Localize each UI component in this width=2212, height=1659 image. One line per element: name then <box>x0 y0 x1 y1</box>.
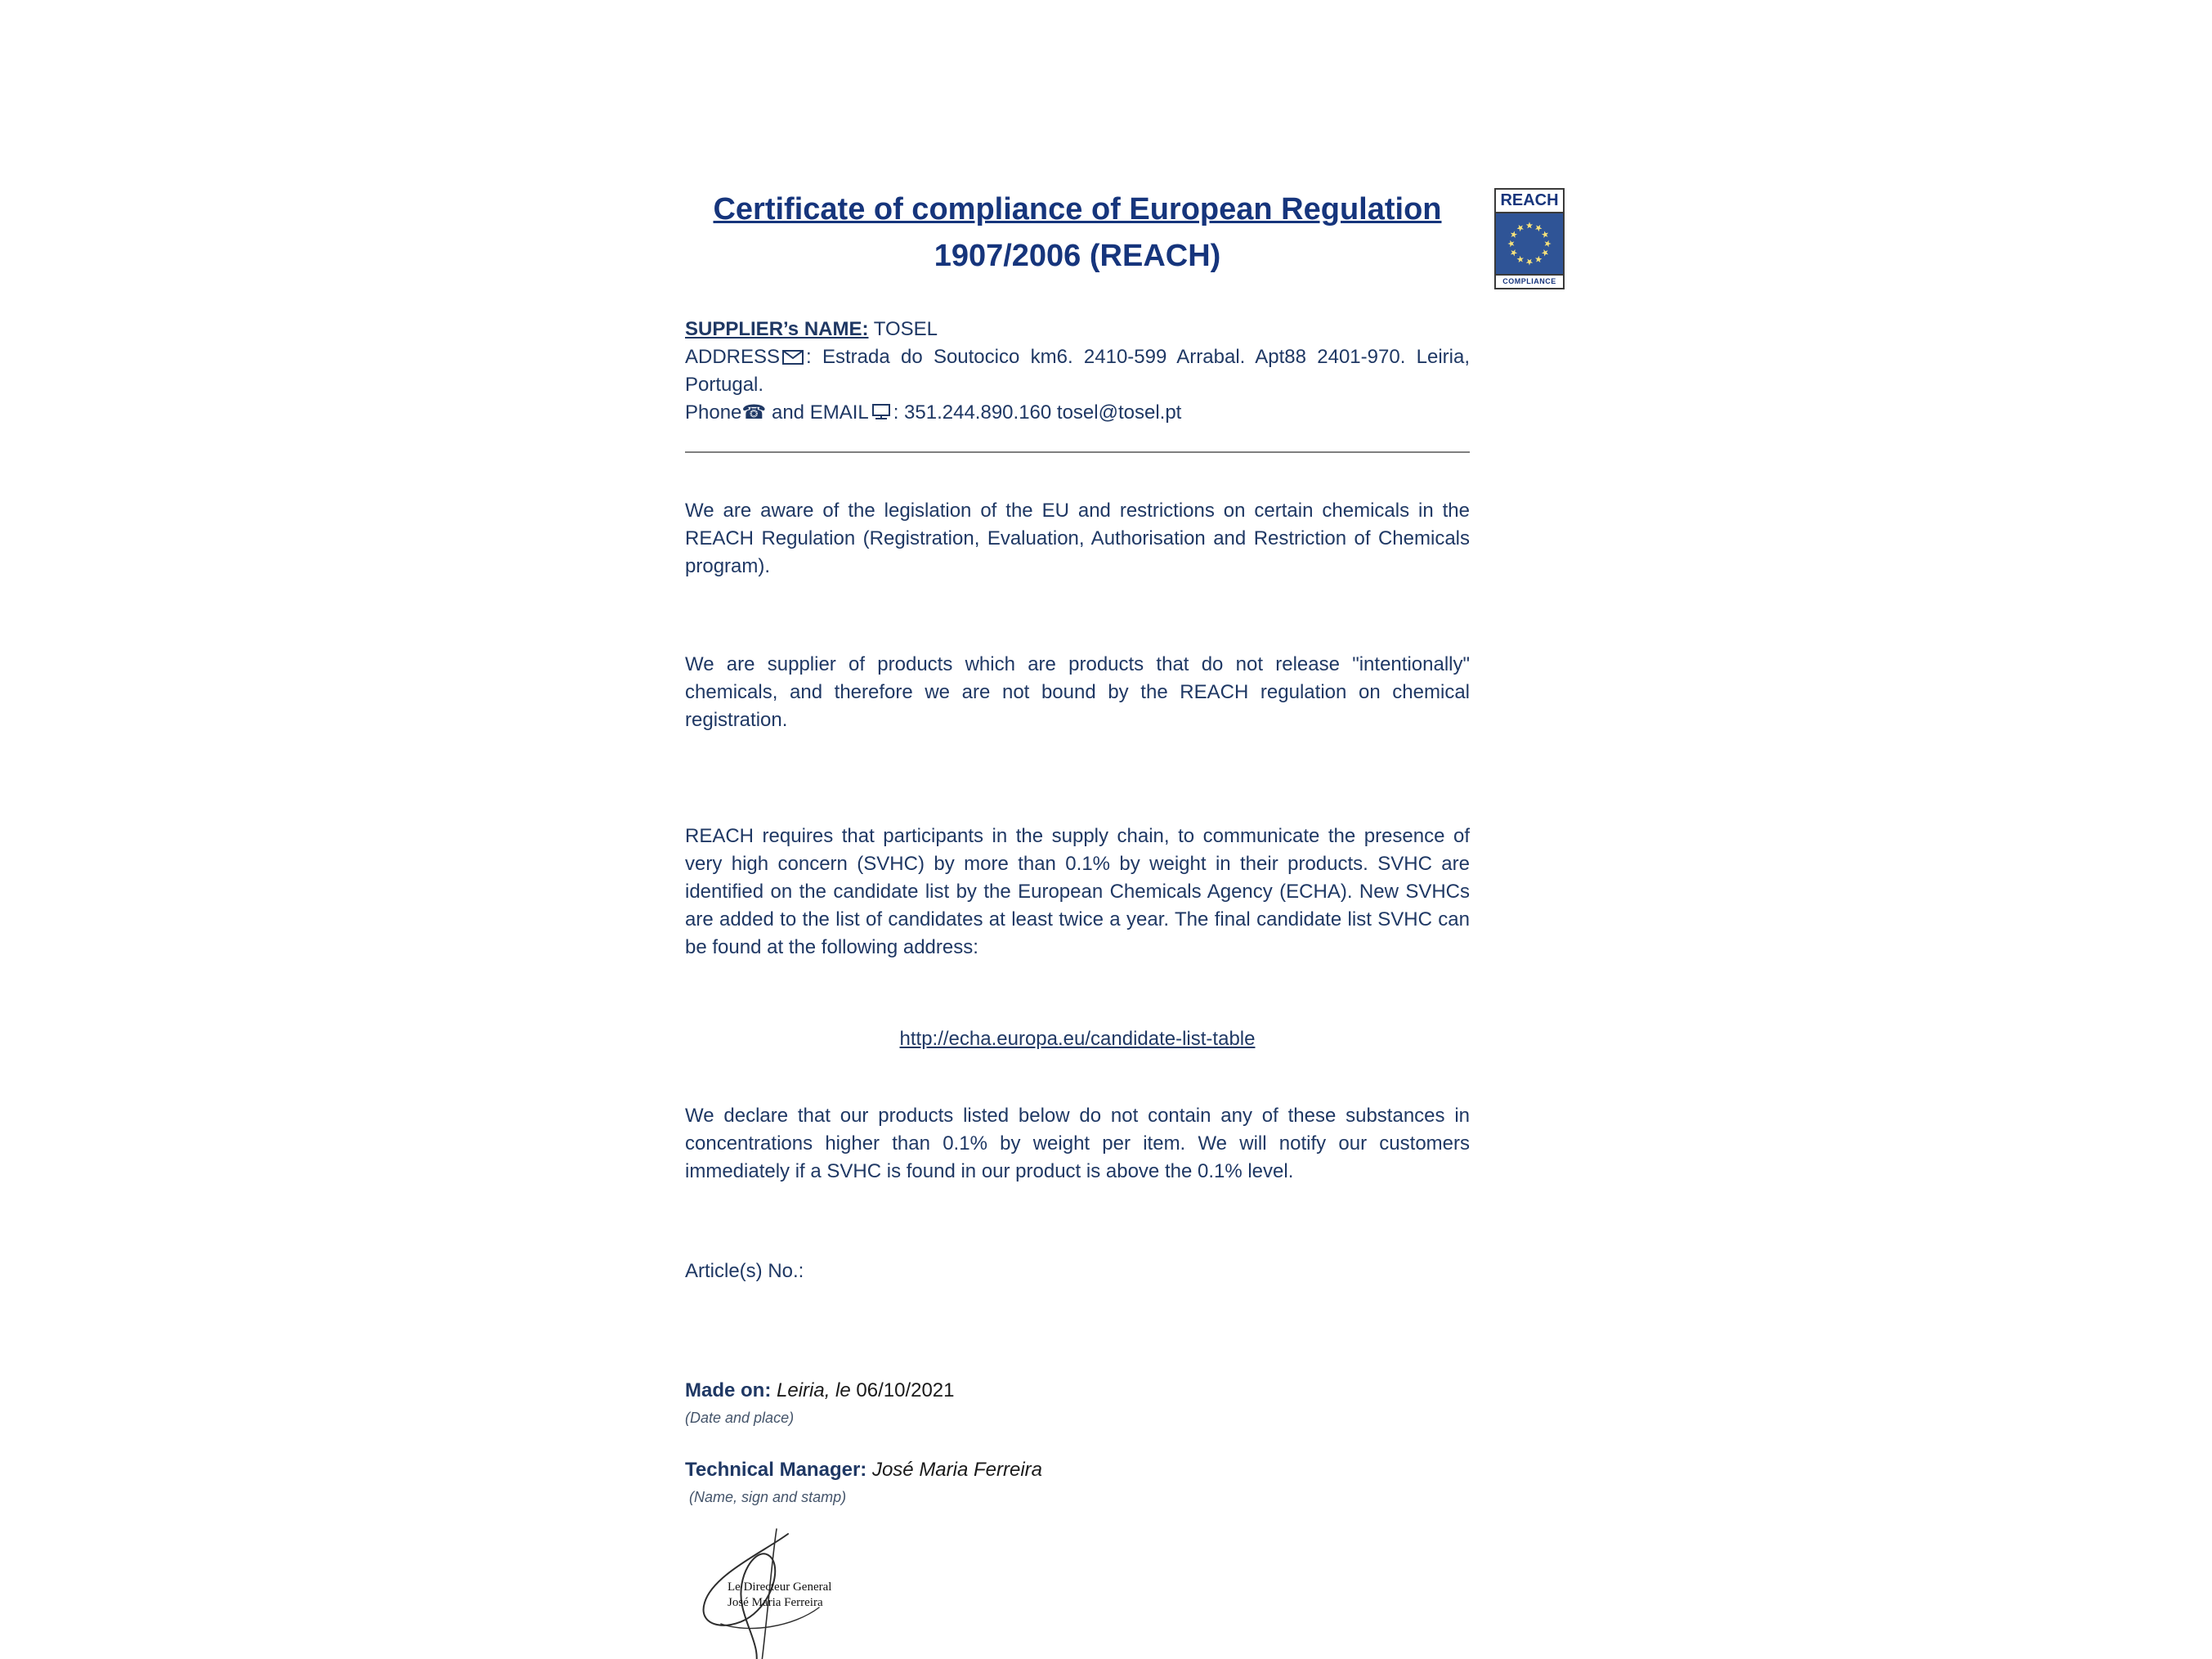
signature-title: Le Directeur General <box>728 1581 832 1594</box>
technical-manager-label: Technical Manager: <box>685 1459 867 1481</box>
eu-stars-icon <box>1496 213 1563 274</box>
document-title <box>685 186 1470 280</box>
reach-compliance-logo <box>1494 188 1565 289</box>
made-on-date: 06/10/2021 <box>850 1379 955 1401</box>
made-on-label: Made on: <box>685 1379 772 1401</box>
supplier-address-line <box>685 343 1470 399</box>
phone-label: Phone <box>685 401 742 424</box>
made-on-line <box>685 1377 1470 1405</box>
supplier-name-label: SUPPLIER’s NAME: <box>685 318 869 340</box>
separator-line <box>685 451 1470 453</box>
supplier-contact-line <box>685 399 1470 427</box>
made-on-place: Leiria, le <box>771 1379 851 1401</box>
address-label: ADDRESS <box>685 346 781 368</box>
candidate-list-link-line <box>685 1025 1470 1053</box>
technical-manager-line <box>685 1456 1470 1484</box>
document-title-line1: Certificate of compliance of European Regulation <box>713 192 1442 226</box>
document-content <box>685 186 1470 1659</box>
signature-block <box>690 1527 870 1659</box>
contact-value: : 351.244.890.160 tosel@tosel.pt <box>893 401 1182 424</box>
signature-text <box>728 1580 831 1611</box>
address-value: : Estrada do Soutocico km6. 2410-599 Arrabal. Apt88 2401-970. Leiria, Portugal. <box>685 346 1470 396</box>
email-label: and EMAIL <box>766 401 869 424</box>
supplier-name-line <box>685 316 1470 343</box>
document-title-line2: 1907/2006 (REACH) <box>934 239 1221 273</box>
paragraph-awareness: We are aware of the legislation of the EU and restrictions on certain chemicals in the REACH Regulation (Registration, Evaluation, Authorisation and Restriction of Chemicals program). <box>685 500 1470 577</box>
supplier-name-value: TOSEL <box>868 318 938 340</box>
candidate-list-link[interactable]: http://echa.europa.eu/candidate-list-table <box>899 1028 1256 1050</box>
article-number-label: Article(s) No.: <box>685 1260 804 1282</box>
reach-logo-label: REACH <box>1496 190 1563 213</box>
sign-stamp-caption: (Name, sign and stamp) <box>689 1489 847 1505</box>
date-place-caption: (Date and place) <box>685 1410 795 1426</box>
paragraph-svhc-requirement: REACH requires that participants in the supply chain, to communicate the presence of very high concern (SVHC) by more than 0.1% by weight in their products. SVHC are identified on the candidate list by the European Chemicals Agency (ECHA). New SVHCs are added to the list of candidates at least twice a year. The final candidate list SVHC can be found at the following address: <box>685 825 1470 958</box>
phone-icon: ☎ <box>741 401 767 424</box>
email-device-icon <box>871 404 891 420</box>
compliance-logo-label: COMPLIANCE <box>1496 274 1563 288</box>
signature-name: José Maria Ferreira <box>728 1596 823 1609</box>
envelope-icon <box>782 350 804 365</box>
technical-manager-value: José Maria Ferreira <box>866 1459 1043 1481</box>
paragraph-declaration: We declare that our products listed below do not contain any of these substances in concentrations higher than 0.1% by weight per item. We will notify our customers immediately if a SVHC is found in our product is above the 0.1% level. <box>685 1105 1470 1182</box>
paragraph-supplier-statement: We are supplier of products which are products that do not release "intentionally" chemicals, and therefore we are not bound by the REACH regulation on chemical registration. <box>685 653 1470 731</box>
